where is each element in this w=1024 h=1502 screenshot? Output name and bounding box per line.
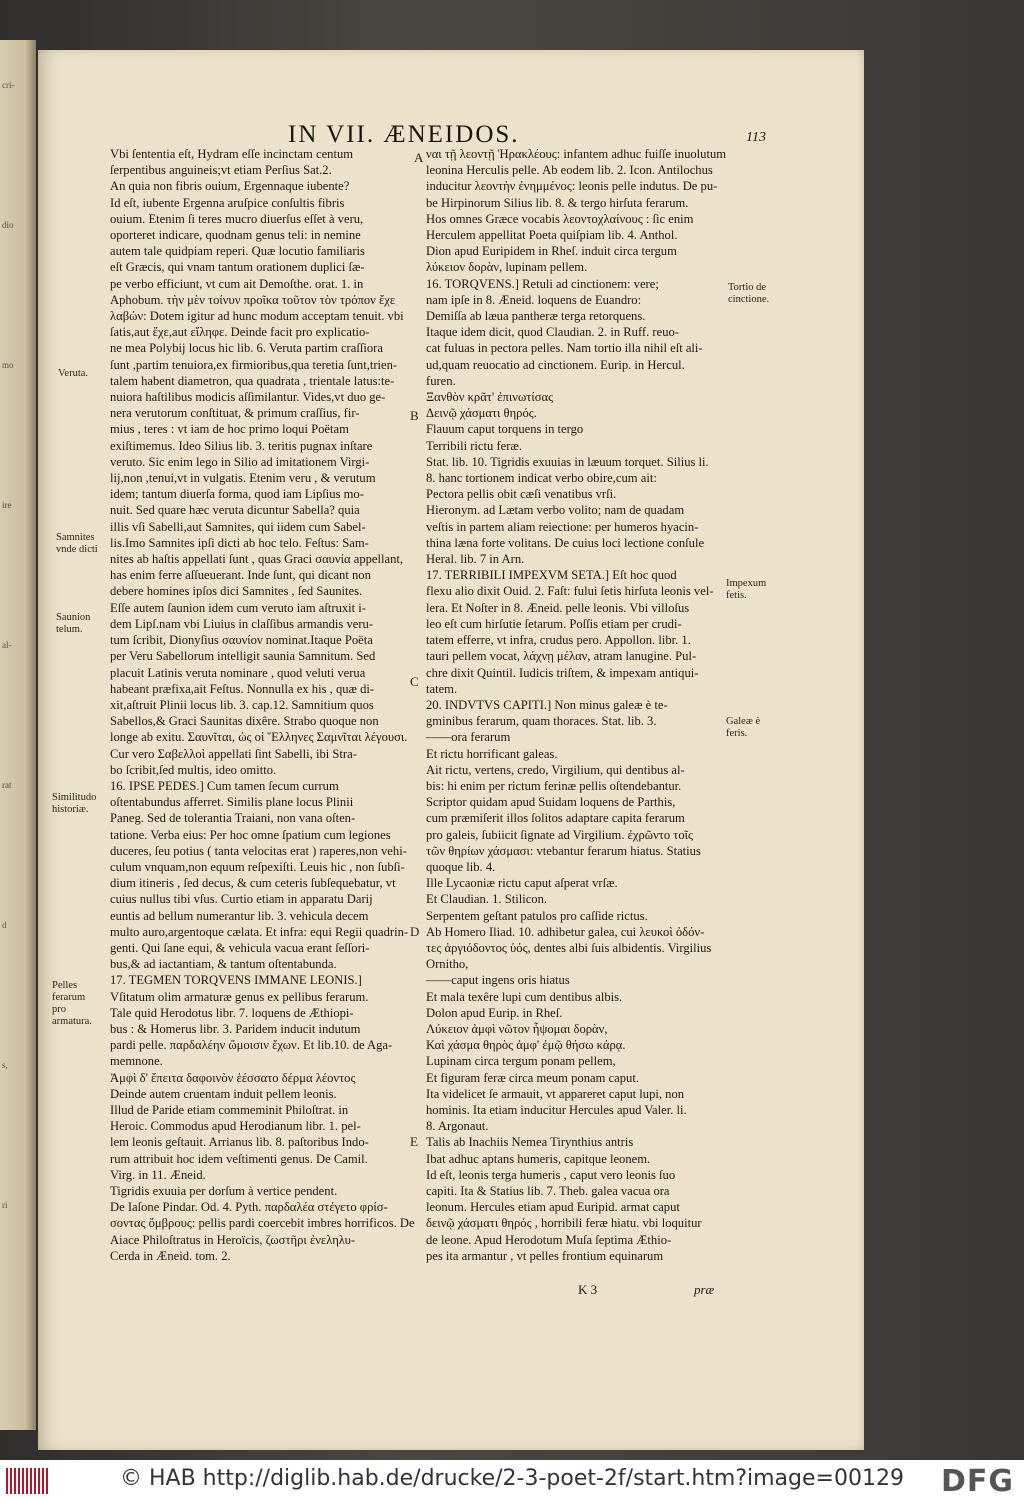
- left-line: cuius nullus tibi vſus. Curtio etiam in apparatu Darij: [110, 892, 373, 907]
- left-column: [110, 146, 440, 1264]
- left-line: 16. IPSE PEDES.] Cum tamen ſecum currum: [110, 778, 339, 793]
- left-line: autem tale quidpiam reperi. Quæ locutio familiaris: [110, 244, 365, 259]
- right-line: veſtis in partem aliam reiectione: per humeros hyacin-: [426, 519, 699, 534]
- previous-page-edge: [0, 40, 36, 1430]
- right-line: Pectora pellis obit cæſi venatibus vrſi.: [426, 487, 617, 502]
- margin-note-galeae: Galeæ è feris.: [726, 716, 761, 739]
- right-line: Herculem appellitat Poeta quiſpiam lib. 4. Anthol.: [426, 228, 678, 243]
- left-line: per Veru Sabellorum intelligit saunia Samnitum. Sed: [110, 649, 376, 664]
- left-line: nera verutorum conſtituat, & primum craſſius, fir-: [110, 406, 360, 421]
- left-line: longe ab exitu. Σαυνῖται, ὡς οἱ Ἕλληνες Σαμνῖται λέγουσι.: [110, 730, 408, 745]
- right-line: Hos omnes Græce vocabis λεοντοχλαίνους : ſic enim: [426, 211, 694, 226]
- book-page: [38, 50, 864, 1450]
- left-line: dium itineris , ſed decus, & cum ceteris ſubſequebatur, vt: [110, 876, 396, 891]
- prev-page-fragment: mo: [2, 360, 14, 370]
- right-line: Et rictu horrificant galeas.: [426, 746, 558, 761]
- right-line: leo eſt cum hirſutie ſetarum. Poſſis etiam per crudi-: [426, 616, 682, 631]
- right-line: hominis. Ita etiam inducitur Hercules apud Valer. li.: [426, 1102, 687, 1117]
- right-line: Dolon apud Eurip. in Rheſ.: [426, 1005, 563, 1020]
- right-line: thina læna forte volitans. De cuius loci lectione conſule: [426, 535, 705, 550]
- left-line: Deinde autem cruentam induit pellem leonis.: [110, 1086, 337, 1101]
- left-line: Virg. in 11. Æneid.: [110, 1167, 206, 1182]
- left-line: nuiora haſtilibus modicis aſſimilantur. Vides,vt duo ge-: [110, 390, 386, 405]
- left-line: ſatis,aut ἔχε,aut εἴληφε. Deinde facit pro explicatio-: [110, 325, 370, 340]
- left-line: euntis ad bellum numerantur lib. 3. vehicula decem: [110, 908, 369, 923]
- left-line: Tigridis exuuia per dorſum à vertice pendent.: [110, 1184, 338, 1198]
- section-letter-e: E: [410, 1134, 418, 1149]
- left-line: Tale quid Herodotus libr. 7. loquens de Æthiopi-: [110, 1005, 354, 1020]
- right-line: τῶν θηρίων χάσμασι: vtebantur ferarum hiatus. Statius: [426, 843, 701, 858]
- left-line: idem; tantum diuerſa forma, quod iam Lipſius mo-: [110, 487, 364, 502]
- left-line: eſt Græcis, qui vnam tantum orationem duplici ſæ-: [110, 260, 365, 275]
- prev-page-fragment: cri-: [2, 80, 15, 90]
- left-line: ne mea Polybij locus hic lib. 6. Veruta partim craſſiora: [110, 341, 383, 356]
- right-line: furen.: [426, 373, 456, 388]
- left-line: lij,non ,tenui,vt in vulgatis. Etenim veru , & verutum: [110, 471, 376, 486]
- left-line: lis.Imo Samnites ipſi dicti ab hoc telo. Feſtus: Sam-: [110, 535, 369, 550]
- left-line: Heroic. Commodus apud Herodianum libr. 1. pel-: [110, 1119, 361, 1134]
- left-line: habeant præfixa,ait Feſtus. Nonnulla ex his , quæ di-: [110, 681, 375, 696]
- right-line: leonum. Hercules etiam apud Euripid. armat caput: [426, 1200, 680, 1215]
- margin-note-impexum: Impexum fetis.: [726, 578, 767, 601]
- right-line: Terribili rictu feræ.: [426, 438, 522, 453]
- margin-note-saunion: Saunion telum.: [56, 612, 91, 635]
- left-line: ſunt ,partim tenuiora,ex firmioribus,qua teretia ſunt,trien-: [110, 357, 398, 372]
- right-line: leonina Herculis pelle. Ab eodem lib. 2. Icon. Antilochus: [426, 163, 713, 178]
- left-line: exiſtimemus. Ideo Silius lib. 3. teritis pugnax inſtare: [110, 438, 373, 453]
- signature-mark: K 3: [578, 1282, 598, 1297]
- left-line: ouium. Etenim ſi teres mucro diuerſus eſſet à veru,: [110, 211, 364, 226]
- left-line: talem habent diametron, qua quadrata , trientale latus:te-: [110, 373, 395, 388]
- right-line: Ab Homero Iliad. 10. adhibetur galea, cui λευκοὶ ὀδόν-: [426, 924, 705, 939]
- left-line: Paneg. Sed de tolerantia Traiani, non vana oſten-: [110, 811, 356, 826]
- left-line: veruto. Sic enim lego in Silio ad imitationem Virgi-: [110, 454, 370, 469]
- left-line: Aiace Philoſtratus in Heroïcis, ζωστῆρι ἐνεληλυ-: [110, 1232, 356, 1247]
- left-line: lem leonis geſtauit. Arrianus lib. 8. paſtoribus Indo-: [110, 1135, 369, 1150]
- right-line: Heral. lib. 7 in Arn.: [426, 552, 525, 567]
- left-line: placuit Latinis veruta nominare , quod veluti verua: [110, 665, 366, 680]
- margin-note-veruta: Veruta.: [58, 368, 89, 379]
- prev-page-fragment: al-: [2, 640, 12, 650]
- left-line: dem Lipſ.nam vbi Liuius in claſſibus armandis veru-: [110, 616, 374, 631]
- left-line: σοντας ὄμβρους: pellis pardi coercebit imbres horrificos. De: [110, 1216, 415, 1231]
- right-line: 8. hanc tortionem indicat verbo obire,cum ait:: [426, 471, 657, 486]
- right-line: δεινῷ χάσματι θηρός , horribili feræ hiatu. vbi loquitur: [426, 1216, 702, 1231]
- left-line: tum ſcribit, Dionyſius σαυνίον nominat.Itaque Poëta: [110, 633, 373, 648]
- left-line: An quia non fibris ouium, Ergennaque iubente?: [110, 179, 350, 194]
- right-line: capiti. Ita & Statius lib. 7. Theb. galea vacua ora: [426, 1184, 670, 1198]
- right-line: Ait rictu, vertens, credo, Virgilium, qui dentibus al-: [426, 762, 685, 777]
- right-line: ναι τῇ λεοντῇ Ἡρακλέους: infantem adhuc fuiſſe inuolutum: [426, 147, 727, 161]
- right-line: Ξανθὸν κρᾶτ' ἐπινωτίσας: [426, 390, 554, 405]
- right-line: λύκειον δορὰν, lupinam pellem.: [426, 260, 588, 275]
- right-line: tatem.: [426, 681, 458, 696]
- left-line: bus,& ad iactantiam, & tantum oſtentabunda.: [110, 957, 337, 972]
- left-line: duceres, ſeu potius ( tanta velocitas erat ) raperes,non vehi-: [110, 843, 407, 858]
- left-line: oſtentabundus afferret. Similis plane locus Plinii: [110, 795, 354, 810]
- right-line: pro galeis, ſubiicit ſignate ad Virgilium. ἐχρῶντο τοῖς: [426, 827, 694, 842]
- right-line: lera. Et Noſter in 8. Æneid. pelle leonis. Vbi villoſus: [426, 600, 690, 615]
- section-letter-b: B: [410, 408, 419, 423]
- right-line: Λύκειον ἀμφὶ νῶτον ἧψομαι δορὰν,: [426, 1021, 608, 1036]
- left-line: Vſitatum olim armaturæ genus ex pellibus ferarum.: [110, 989, 369, 1004]
- left-line: Vbi ſententia eſt, Hydram eſſe incinctam centum: [110, 147, 354, 161]
- right-line: 16. TORQVENS.] Retuli ad cinctionem: vere;: [426, 276, 659, 291]
- right-line: Ibat adhuc aptans humeris, capitque leonem.: [426, 1151, 651, 1166]
- left-line: Ἀμφὶ δ' ἔπειτα δαφοινὸν ἑέσσατο δέρμα λέοντος: [110, 1070, 356, 1085]
- prev-page-fragment: s,: [2, 1060, 8, 1070]
- right-line: Ornitho,: [426, 957, 469, 972]
- left-line: culum vnquam,non equum reſpexiſti. Leuis hic , non ſubſi-: [110, 859, 405, 874]
- left-line: debere homines ipſos dici Samnites , ſed Saunites.: [110, 584, 363, 599]
- right-line: Stat. lib. 10. Tigridis exuuias in læuum torquet. Silius li.: [426, 454, 709, 469]
- prev-page-fragment: rat: [2, 780, 12, 790]
- left-line: has enim ferre aſſueuerant. Inde ſunt, qui dicant non: [110, 568, 371, 583]
- left-line: illis vſi Sabelli,aut Samnites, qui iidem cum Sabel-: [110, 519, 366, 534]
- right-line: Talis ab Inachiis Nemea Tirynthius antris: [426, 1135, 634, 1150]
- prev-page-fragment: dio: [2, 220, 14, 230]
- right-line: 8. Argonaut.: [426, 1119, 489, 1134]
- left-line: Eſſe autem ſaunion idem cum veruto iam aſtruxit i-: [110, 600, 367, 615]
- right-line: tatem efferre, vt infra, crudus pero. Appollon. libr. 1.: [426, 633, 691, 648]
- margin-note-similitudo: Similitudo historiæ.: [52, 792, 97, 815]
- left-line: Id eſt, iubente Ergenna aruſpice conſultis fibris: [110, 195, 345, 210]
- right-line: be Hirpinorum Silius lib. 8. & tergo hirſuta ferarum.: [426, 195, 689, 210]
- left-line: 17. TEGMEN TORQVENS IMMANE LEONIS.]: [110, 973, 362, 988]
- right-line: τες ἀργιόδοντος ὑός, dentes albi ſuis albidentis. Virgilius: [426, 940, 712, 955]
- left-line: oporteret indicare, quodnam genus teli: in nemine: [110, 228, 361, 243]
- margin-note-samnites: Samnites vnde dicti: [56, 532, 98, 555]
- prev-page-fragment: ri: [2, 1200, 8, 1210]
- right-line: Serpentem geſtant patulos pro caſſide rictus.: [426, 908, 648, 923]
- right-line: Dion apud Euripidem in Rheſ. induit circa tergum: [426, 244, 677, 259]
- hab-logo-icon: [6, 1468, 50, 1494]
- right-line: 17. TERRIBILI IMPEXVM SETA.] Eſt hoc quod: [426, 568, 677, 583]
- running-head: IN VII. ÆNEIDOS.: [288, 121, 520, 148]
- footer-credit: © HAB http://diglib.hab.de/drucke/2-3-poet-2f/start.htm?image=00129: [120, 1466, 904, 1491]
- left-line: mius , teres : vt iam de hoc primo loqui Poëtam: [110, 422, 349, 437]
- right-line: flexu alio dixit Ouid. 2. Faſt: fului ſetis hirſuta leonis vel-: [426, 584, 714, 599]
- right-line: nam ipſe in 8. Æneid. loquens de Euandro:: [426, 292, 642, 307]
- right-line: cum præmiſerit illos ſolitos adaptare capita ferarum: [426, 811, 685, 826]
- left-line: Illud de Paride etiam commeminit Philoſtrat. in: [110, 1102, 349, 1117]
- right-line: cat fuluas in pectora pelles. Nam tortio illa nihil eſt ali-: [426, 341, 703, 356]
- right-line: quoque lib. 4.: [426, 859, 496, 874]
- right-line: inducitur λεοντὴν ἐνημμένος: leonis pelle indutus. De pu-: [426, 179, 718, 194]
- left-line: tatione. Verba eius: Per hoc omne ſpatium cum legiones: [110, 827, 391, 842]
- margin-note-pelles: Pelles ferarum pro armatura.: [52, 980, 92, 1027]
- right-line: Ita videlicet ſe armauit, vt appareret caput lupi, non: [426, 1086, 685, 1101]
- section-letter-c: C: [410, 674, 419, 689]
- right-line: chre dixit Quintil. Iudicis triſtem, & impexam antiqui-: [426, 665, 699, 680]
- left-line: Cerda in Æneid. tom. 2.: [110, 1248, 231, 1263]
- right-line: Demiſſa ab læua pantheræ terga retorquens.: [426, 309, 646, 324]
- right-line: Et figuram feræ circa meum ponam caput.: [426, 1070, 639, 1085]
- catchword: præ: [694, 1282, 715, 1297]
- prev-page-fragment: ire: [2, 500, 12, 510]
- right-line: ud,quam reuocatio ad cinctionem. Eurip. in Hercul.: [426, 357, 685, 372]
- left-line: ſerpentibus anguineis;vt etiam Perſius Sat.2.: [110, 163, 332, 178]
- dfg-logo: DFG: [940, 1464, 1014, 1499]
- right-line: pes ita armantur , vt pelles frontium equinarum: [426, 1248, 664, 1263]
- left-line: rum attribuit hoc idem veſtimenti genus. De Camil.: [110, 1151, 368, 1166]
- footer-bar: [0, 1460, 1024, 1502]
- section-letter-d: D: [410, 924, 420, 939]
- left-line: bus : & Homerus libr. 3. Paridem inducit indutum: [110, 1021, 361, 1036]
- left-line: nuit. Sed quare hæc veruta dicuntur Sabella? quia: [110, 503, 360, 518]
- right-line: Et Claudian. 1. Stilicon.: [426, 892, 548, 907]
- right-line: de leone. Apud Herodotum Muſa ſeptima Æthio-: [426, 1232, 672, 1247]
- left-line: Aphobum. τὴν μὲν τοίνυν προῖκα τοῦτον τὸν τρόπον ἔχε: [110, 292, 396, 307]
- left-line: nites ab haſtis appellati ſunt , quas Graci σαυνία appellant,: [110, 552, 404, 567]
- right-line: Lupinam circa tergum ponam pellem,: [426, 1054, 616, 1069]
- margin-note-tortio: Tortio de cinctione.: [728, 282, 770, 305]
- section-letter-a: A: [414, 150, 424, 165]
- right-line: ——caput ingens oris hiatus: [426, 973, 570, 988]
- right-line: Scriptor quidam apud Suidam loquens de Parthis,: [426, 795, 676, 810]
- right-line: Itaque idem dicit, quod Claudian. 2. in Ruff. reuo-: [426, 325, 679, 340]
- right-line: ——ora ferarum: [426, 730, 511, 745]
- left-line: genti. Qui ſane equi, & vehicula vacua erant ſeſſori-: [110, 940, 370, 955]
- left-line: bo ſcribit,ſed multis, ideo omitto.: [110, 762, 277, 777]
- left-line: Sabellos,& Graci Saunitas dixêre. Strabo quoque non: [110, 714, 379, 729]
- right-line: Et mala texêre lupi cum dentibus albis.: [426, 989, 623, 1004]
- right-line: gminibus ferarum, quam thoraces. Stat. lib. 3.: [426, 714, 657, 729]
- right-line: Ille Lycaoniæ rictu caput aſperat vrſæ.: [426, 876, 618, 891]
- left-line: pe verbo efficiunt, vt cum ait Demoſthe. orat. 1. in: [110, 276, 364, 291]
- right-line: Δεινῷ χάσματι θηρός.: [426, 406, 537, 421]
- left-line: pardi pelle. παρδαλέην ὤμοισιν ἔχων. Et lib.10. de Aga-: [110, 1038, 393, 1053]
- right-line: tauri pellem vocat, λάχνῃ μέλαν, atram lanugine. Pul-: [426, 649, 697, 664]
- right-line: Hieronym. ad Lætam verbo volito; nam de quadam: [426, 503, 685, 518]
- left-line: xit,aſtruit Plinii locus lib. 3. cap.12. Samnitium quos: [110, 697, 374, 712]
- right-column: [426, 146, 756, 1264]
- right-line: Id eſt, leonis terga humeris , caput vero leonis ſuo: [426, 1167, 676, 1182]
- left-line: λαβών: Dotem igitur ad hunc modum acceptam tenuit. vbi: [110, 309, 404, 324]
- right-line: Καὶ χάσμα θηρὸς ἀμφ' ἐμῷ θήσω κάρᾳ.: [426, 1038, 626, 1053]
- right-line: bis: hi enim per rictum ferinæ pellis oſtendebantur.: [426, 778, 682, 793]
- folio-number: 113: [746, 130, 766, 145]
- right-line: Flauum caput torquens in tergo: [426, 422, 584, 437]
- left-line: De Iaſone Pindar. Od. 4. Pyth. παρδαλέα στέγετο φρίσ-: [110, 1200, 388, 1215]
- right-line: 20. INDVTVS CAPITI.] Non minus galeæ è te-: [426, 697, 668, 712]
- prev-page-fragment: d: [2, 920, 7, 930]
- left-line: Cur vero Σαβελλοὶ appellati ſint Sabelli, ibi Stra-: [110, 746, 357, 761]
- left-line: memnone.: [110, 1054, 163, 1069]
- left-line: multo auro,argentoque cælata. Et infra: equi Regii quadrin-: [110, 924, 409, 939]
